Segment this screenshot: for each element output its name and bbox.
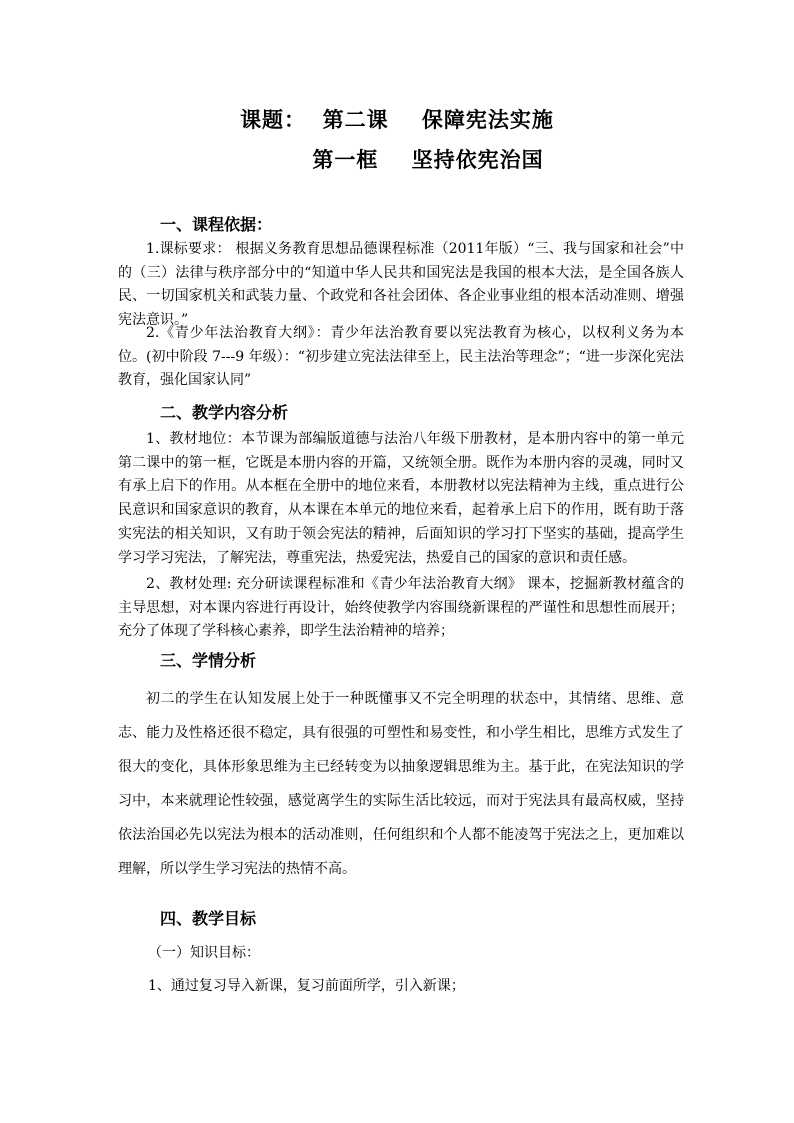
paragraph-textbook-status: 1、教材地位：本节课为部编版道德与法治八年级下册教材，是本册内容中的第一单元第二课中的第一框，它既是本册内容的开篇，又统领全册。既作为本册内容的灵魂，同时又有承上启下的作用。从本框在全册中的地位来看，本册教材以宪法精神为主线，重点进行公民意识和国家意识的教育，从本课在本单元的地位来看，起着承上启下的作用，既有助于落实宪法的相关知识，又有助于领会宪法的精神，后面知识的学习打下坚实的基础，提高学生学习学习宪法，了解宪法，尊重宪法，热爱宪法，热爱自己的国家的意识和责任感。 [118,431,684,566]
heading-content-analysis: 二、教学内容分析 [160,403,289,422]
heading-course-basis: 一、课程依据： [160,215,273,234]
lesson-subtitle: 第一框 坚持依宪治国 [312,147,544,172]
heading-student-analysis: 三、学情分析 [160,651,257,670]
paragraph-curriculum-standard: 1.课标要求： 根据义务教育思想品德课程标准（2011年版）“三、我与国家和社会”中的（三）法律与秩序部分中的“知道中华人民共和国宪法是我国的根本大法，是全国各族人民、一切国家机关和武装力量、个政党和各社会团体、各企业事业组的根本活动准则、增强宪法意识。” [118,241,684,329]
lesson-title: 课题： 第二课 保障宪法实施 [240,107,554,132]
paragraph-textbook-handling: 2、教材处理: 充分研读课程标准和《青少年法治教育大纲》 课本，挖掘新教材蕴含的主导思想，对本课内容进行再设计，始终使教学内容围绕新课程的严谨性和思想性而展开；充分了体现了学科核心素养，即学生法治精神的培养； [118,576,684,640]
paragraph-legal-education-outline: 2.《青少年法治教育大纲》：青少年法治教育要以宪法教育为核心，以权利义务为本位。(初中阶段 7---9 年级）：“初步建立宪法法律至上，民主法治等理念”；“进一步深化宪法教育，强化国家认同” [118,325,684,389]
heading-teaching-goals: 四、教学目标 [160,909,257,928]
goal-item-1: 1、通过复习导入新课，复习前面所学，引入新课； [148,978,465,994]
paragraph-student-analysis: 初二的学生在认知发展上处于一种既懂事又不完全明理的状态中，其情绪、思维、意志、能力及性格还很不稳定，具有很强的可塑性和易变性，和小学生相比，思维方式发生了很大的变化，具体形象思维为主已经转变为以抽象逻辑思维为主。基于此，在宪法知识的学习中，本来就理论性较强，感觉离学生的实际生活比较远，而对于宪法具有最高权威，坚持依法治国必先以宪法为根本的活动准则，任何组织和个人都不能凌驾于宪法之上，更加难以理解，所以学生学习宪法的热情不高。 [118,691,684,877]
subheading-knowledge-goals: （一）知识目标： [148,945,260,961]
